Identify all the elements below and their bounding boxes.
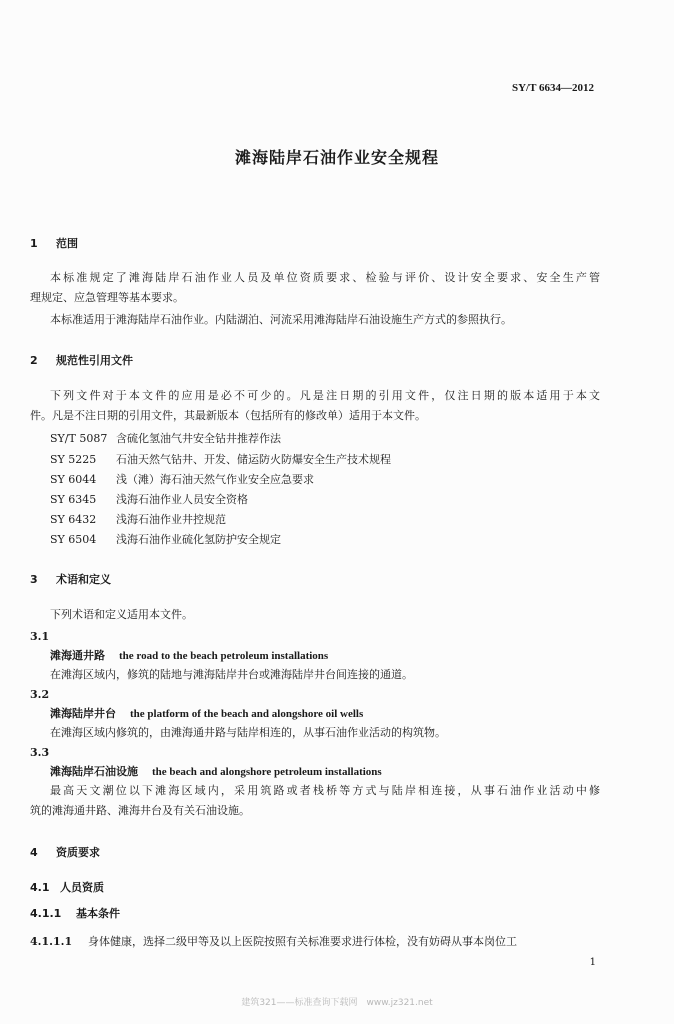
section-title: 范围 xyxy=(56,237,78,250)
subsection-number: 4.1 xyxy=(30,881,50,894)
subsection-4-1-1-heading xyxy=(30,906,120,922)
sec1-para2: 本标准适用于滩海陆岸石油作业。内陆湖泊、河流采用滩海陆岸石油设施生产方式的参照执行。 xyxy=(50,313,512,326)
reference-code: SY 6044 xyxy=(50,473,97,486)
subsection-number: 4.1.1 xyxy=(30,907,62,920)
clause-text: 身体健康，选择二级甲等及以上医院按照有关标准要求进行体检，没有妨碍从事本岗位工 xyxy=(88,935,517,948)
term-definition-line2: 筑的滩海通井路、滩海井台及有关石油设施。 xyxy=(30,804,250,817)
term-zh: 滩海陆岸石油设施 xyxy=(50,765,138,778)
term-en: the road to the beach petroleum installations xyxy=(119,650,329,662)
reference-name: 石油天然气钻井、开发、储运防火防爆安全生产技术规程 xyxy=(116,453,391,466)
section-1-heading xyxy=(30,236,78,252)
sec2-intro-line2: 件。凡是不注日期的引用文件，其最新版本（包括所有的修改单）适用于本文件。 xyxy=(30,409,426,422)
reference-item xyxy=(50,431,281,447)
clause-number: 4.1.1.1 xyxy=(30,935,73,948)
term-heading xyxy=(50,764,382,780)
reference-item xyxy=(50,512,226,528)
term-zh: 滩海通井路 xyxy=(50,649,105,662)
clause-4-1-1-1 xyxy=(30,934,600,950)
subsection-4-1-heading xyxy=(30,880,104,896)
reference-name: 浅海石油作业井控规范 xyxy=(116,513,226,526)
term-heading xyxy=(50,706,363,722)
section-title: 资质要求 xyxy=(56,846,100,859)
reference-name: 浅海石油作业硫化氢防护安全规定 xyxy=(116,533,281,546)
reference-code: SY 6504 xyxy=(50,533,97,546)
sec3-intro: 下列术语和定义适用本文件。 xyxy=(50,608,193,621)
watermark: 建筑321——标准查询下载网 www.jz321.net xyxy=(241,998,433,1008)
standard-code: SY/T 6634—2012 xyxy=(511,82,594,94)
section-4-heading xyxy=(30,845,100,861)
reference-code: SY 5225 xyxy=(50,453,97,466)
term-number: 3.2 xyxy=(30,688,50,701)
reference-item xyxy=(50,532,281,548)
term-zh: 滩海陆岸井台 xyxy=(50,707,116,720)
sec1-para1-line2: 理规定、应急管理等基本要求。 xyxy=(30,291,184,304)
section-number: 4 xyxy=(30,846,38,859)
reference-item xyxy=(50,472,314,488)
term-number: 3.3 xyxy=(30,746,50,759)
section-2-heading xyxy=(30,353,133,369)
term-en: the beach and alongshore petroleum installations xyxy=(152,766,382,778)
reference-code: SY/T 5087 xyxy=(50,432,108,445)
term-heading xyxy=(50,648,328,664)
page-number: 1 xyxy=(589,957,596,968)
sec2-intro-line1: 下列文件对于本文件的应用是必不可少的。凡是注日期的引用文件，仅注日期的版本适用于本文 xyxy=(50,389,600,402)
document-title: 滩海陆岸石油作业安全规程 xyxy=(234,148,439,167)
section-number: 3 xyxy=(30,573,38,586)
term-definition: 在滩海区域内修筑的，由滩海通井路与陆岸相连的，从事石油作业活动的构筑物。 xyxy=(50,726,446,739)
term-definition: 在滩海区域内，修筑的陆地与滩海陆岸井台或滩海陆岸井台间连接的通道。 xyxy=(50,668,413,681)
term-number: 3.1 xyxy=(30,630,50,643)
reference-name: 浅（滩）海石油天然气作业安全应急要求 xyxy=(116,473,314,486)
sec1-para1-line1: 本标准规定了滩海陆岸石油作业人员及单位资质要求、检验与评价、设计安全要求、安全生产管 xyxy=(50,271,600,284)
term-definition-line1: 最高天文潮位以下滩海区域内，采用筑路或者栈桥等方式与陆岸相连接，从事石油作业活动中修 xyxy=(50,784,600,797)
reference-name: 含硫化氢油气井安全钻井推荐作法 xyxy=(116,432,281,445)
reference-item xyxy=(50,452,391,468)
section-number: 1 xyxy=(30,237,38,250)
reference-code: SY 6345 xyxy=(50,493,97,506)
subsection-title: 人员资质 xyxy=(60,881,104,894)
section-title: 术语和定义 xyxy=(56,573,111,586)
section-title: 规范性引用文件 xyxy=(56,354,133,367)
reference-code: SY 6432 xyxy=(50,513,97,526)
section-number: 2 xyxy=(30,354,38,367)
subsection-title: 基本条件 xyxy=(76,907,120,920)
reference-name: 浅海石油作业人员安全资格 xyxy=(116,493,248,506)
term-en: the platform of the beach and alongshore oil wells xyxy=(130,708,364,720)
section-3-heading xyxy=(30,572,111,588)
reference-item xyxy=(50,492,248,508)
